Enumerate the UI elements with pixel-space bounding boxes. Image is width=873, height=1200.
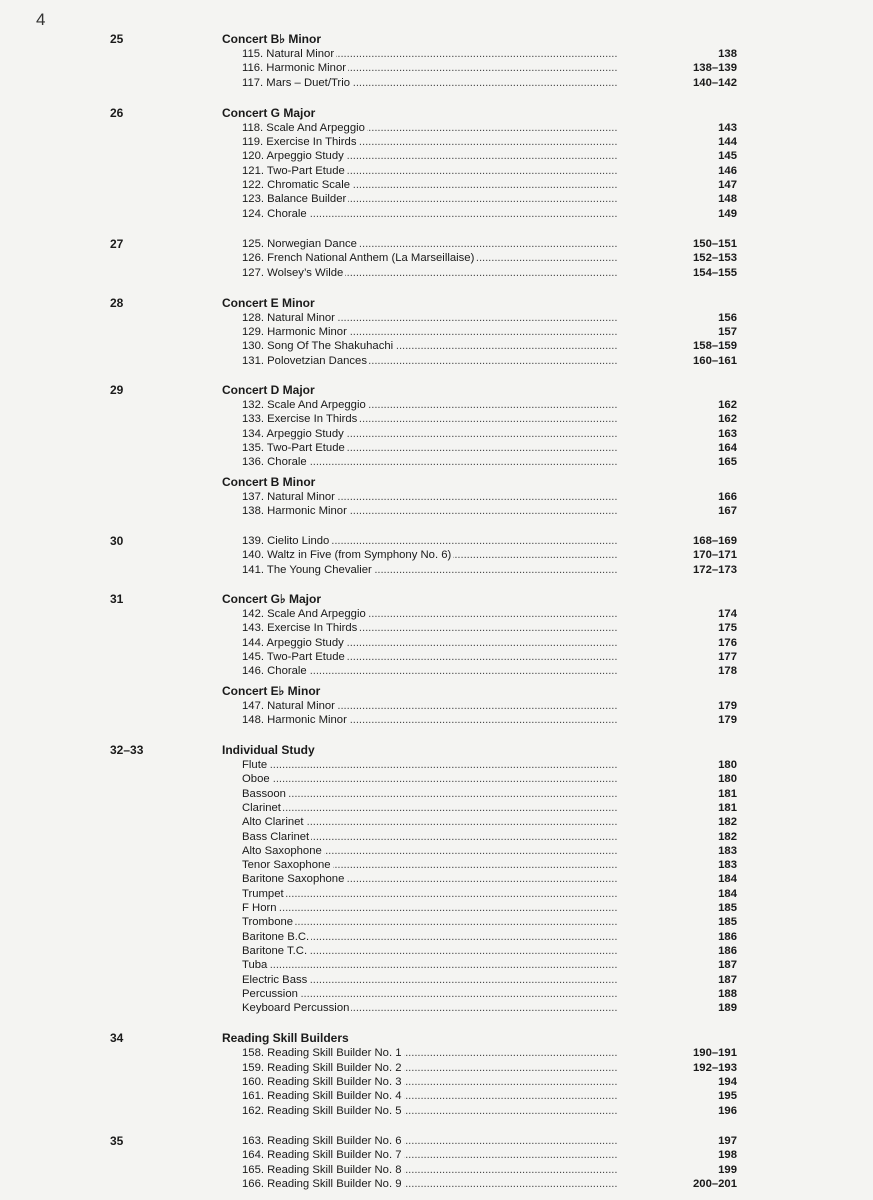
entry-page: 181 [718, 787, 737, 800]
group-title: Concert G Major [222, 105, 316, 120]
entry-page: 198 [718, 1149, 737, 1162]
entry-page: 178 [718, 665, 737, 678]
entry-page: 160–161 [693, 354, 737, 367]
entry-title: 125. Norwegian Dance [242, 237, 357, 250]
entry-title: Oboe [242, 773, 270, 786]
entry-title: Keyboard Percussion [242, 1002, 350, 1015]
entry-title: 140. Waltz in Five (from Symphony No. 6) [242, 549, 452, 562]
entry-page: 138–139 [693, 62, 737, 75]
entry-page: 200–201 [693, 1177, 737, 1190]
entry-page: 156 [718, 311, 737, 324]
entry-page: 179 [718, 699, 737, 712]
toc-entry [242, 621, 737, 635]
toc-entry [242, 1075, 737, 1089]
entry-page: 177 [718, 650, 737, 663]
toc-entry [242, 412, 737, 426]
entry-title: Tuba [242, 959, 268, 972]
toc-entry [242, 973, 737, 987]
entry-title: 127. Wolsey’s Wilde [242, 266, 344, 279]
toc-section [0, 237, 873, 280]
entry-page: 162 [718, 413, 737, 426]
entry-page: 145 [718, 150, 737, 163]
toc-section [0, 296, 873, 368]
entry-title: 146. Chorale [242, 665, 307, 678]
toc-entry [242, 636, 737, 650]
group-title: Reading Skill Builders [222, 1031, 349, 1046]
entry-page: 187 [718, 959, 737, 972]
entry-title: 162. Reading Skill Builder No. 5 [242, 1104, 402, 1117]
toc-entry [242, 47, 737, 61]
entry-page: 184 [718, 887, 737, 900]
entry-page: 190–191 [693, 1047, 737, 1060]
toc-entry [242, 887, 737, 901]
toc-entry [242, 1134, 737, 1148]
toc-entry [242, 311, 737, 325]
toc-section [0, 743, 873, 1015]
entry-page: 166 [718, 490, 737, 503]
section-page-range: 31 [110, 592, 124, 607]
entry-page: 165 [718, 456, 737, 469]
entry-page: 186 [718, 930, 737, 943]
toc-entry [242, 121, 737, 135]
entry-page: 184 [718, 873, 737, 886]
toc-entry [242, 713, 737, 727]
entry-page: 199 [718, 1163, 737, 1176]
section-page-range: 34 [110, 1031, 124, 1046]
toc-entry [242, 664, 737, 678]
entry-title: Bassoon [242, 787, 286, 800]
toc-entry [242, 944, 737, 958]
entry-title: Trumpet [242, 887, 284, 900]
entry-page: 182 [718, 830, 737, 843]
entry-title: 133. Exercise In Thirds [242, 413, 358, 426]
entry-title: 116. Harmonic Minor [242, 62, 347, 75]
entry-page: 167 [718, 504, 737, 517]
entry-page: 180 [718, 773, 737, 786]
entry-page: 158–159 [693, 340, 737, 353]
entry-page: 150–151 [693, 237, 737, 250]
toc-entry [242, 441, 737, 455]
group-title: Concert E♭ Minor [222, 683, 321, 698]
group-title: Concert G♭ Major [222, 592, 322, 607]
group-title: Concert B♭ Minor [222, 32, 321, 46]
entry-page: 144 [718, 136, 737, 149]
entry-title: Clarinet [242, 801, 281, 814]
entry-title: Baritone B.C. [242, 930, 310, 943]
toc-entry [242, 607, 737, 621]
toc-entry [242, 339, 737, 353]
entry-title: 134. Arpeggio Study [242, 427, 344, 440]
entry-page: 154–155 [693, 266, 737, 279]
entry-page: 140–142 [693, 76, 737, 89]
toc-entry [242, 1148, 737, 1162]
toc-entry [242, 1046, 737, 1060]
toc-entry [242, 178, 737, 192]
entry-page: 168–169 [693, 535, 737, 548]
entry-page: 176 [718, 636, 737, 649]
toc-section [0, 383, 873, 518]
entry-title: 161. Reading Skill Builder No. 4 [242, 1090, 402, 1103]
entry-title: Bass Clarinet [242, 830, 310, 843]
entry-page: 196 [718, 1104, 737, 1117]
toc-entry [242, 164, 737, 178]
toc-entry [242, 504, 737, 518]
section-page-range: 28 [110, 295, 124, 310]
entry-title: 123. Balance Builder [242, 193, 347, 206]
toc-entry [242, 1001, 737, 1015]
entry-page: 180 [718, 759, 737, 772]
entry-page: 185 [718, 916, 737, 929]
entry-page: 179 [718, 713, 737, 726]
toc-entry [242, 427, 737, 441]
entry-page: 157 [718, 326, 737, 339]
entry-title: Baritone T.C. [242, 944, 308, 957]
entry-title: 148. Harmonic Minor [242, 713, 347, 726]
entry-page: 138 [718, 48, 737, 60]
entry-title: Baritone Saxophone [242, 873, 345, 886]
entry-page: 183 [718, 844, 737, 857]
toc-entry [242, 149, 737, 163]
section-page-range: 30 [110, 534, 124, 549]
toc-entry [242, 1089, 737, 1103]
toc-entry [242, 1163, 737, 1177]
entry-page: 195 [718, 1090, 737, 1103]
toc-entry [242, 872, 737, 886]
toc-entry [242, 1177, 737, 1191]
toc-entry [242, 325, 737, 339]
toc-section [0, 106, 873, 221]
entry-page: 162 [718, 399, 737, 412]
entry-page: 194 [718, 1076, 737, 1089]
section-page-range: 29 [110, 383, 124, 398]
toc-entry [242, 1061, 737, 1075]
entry-title: 165. Reading Skill Builder No. 8 [242, 1163, 402, 1176]
group-title: Individual Study [222, 743, 315, 758]
entry-page: 172–173 [693, 563, 737, 576]
toc-entry [242, 815, 737, 829]
toc-entry [242, 548, 737, 562]
entry-title: 145. Two-Part Etude [242, 650, 345, 663]
toc-section [0, 534, 873, 577]
entry-title: 121. Two-Part Etude [242, 164, 345, 177]
entry-title: 160. Reading Skill Builder No. 3 [242, 1076, 402, 1089]
entry-title: Alto Saxophone [242, 844, 322, 857]
entry-title: 128. Natural Minor [242, 311, 335, 324]
entry-title: 166. Reading Skill Builder No. 9 [242, 1177, 402, 1190]
entry-title: 118. Scale And Arpeggio [242, 121, 365, 134]
entry-page: 146 [718, 164, 737, 177]
toc-entry [242, 237, 737, 251]
entry-title: 163. Reading Skill Builder No. 6 [242, 1134, 402, 1147]
entry-page: 192–193 [693, 1061, 737, 1074]
group-title: Concert D Major [222, 383, 315, 398]
section-page-range: 26 [110, 105, 124, 120]
toc-entry [242, 207, 737, 221]
toc-entry [242, 901, 737, 915]
toc-entry [242, 758, 737, 772]
entry-title: 137. Natural Minor [242, 490, 335, 503]
table-of-contents [0, 32, 873, 1191]
entry-title: 144. Arpeggio Study [242, 636, 344, 649]
entry-page: 189 [718, 1002, 737, 1015]
toc-section [0, 32, 873, 90]
entry-page: 187 [718, 973, 737, 986]
entry-title: F Horn [242, 902, 277, 915]
entry-page: 197 [718, 1134, 737, 1147]
entry-page: 186 [718, 944, 737, 957]
entry-title: Percussion [242, 987, 298, 1000]
entry-title: 142. Scale And Arpeggio [242, 608, 366, 621]
entry-page: 164 [718, 441, 737, 454]
toc-section [0, 592, 873, 727]
entry-page: 188 [718, 987, 737, 1000]
entry-title: Electric Bass [242, 973, 308, 986]
toc-entry [242, 958, 737, 972]
entry-title: 117. Mars – Duet/Trio [242, 76, 350, 89]
toc-entry [242, 251, 737, 265]
entry-page: 163 [718, 427, 737, 440]
entry-title: 120. Arpeggio Study [242, 150, 344, 163]
entry-title: 158. Reading Skill Builder No. 1 [242, 1047, 402, 1060]
entry-title: 122. Chromatic Scale [242, 179, 350, 192]
toc-entry [242, 266, 737, 280]
entry-title: 138. Harmonic Minor [242, 504, 347, 517]
section-page-range: 32–33 [110, 743, 144, 758]
toc-entry [242, 699, 737, 713]
toc-entry [242, 987, 737, 1001]
entry-title: Tenor Saxophone [242, 859, 331, 872]
toc-section [0, 1134, 873, 1191]
entry-page: 174 [718, 608, 737, 621]
entry-title: 141. The Young Chevalier [242, 563, 372, 576]
toc-entry [242, 801, 737, 815]
toc-entry [242, 915, 737, 929]
section-page-range: 35 [110, 1133, 124, 1148]
toc-entry [242, 455, 737, 469]
toc-entry [242, 930, 737, 944]
toc-entry [242, 192, 737, 206]
entry-title: Alto Clarinet [242, 816, 304, 829]
entry-title: 126. French National Anthem (La Marseillaise) [242, 252, 475, 265]
entry-page: 143 [718, 121, 737, 134]
toc-entry [242, 844, 737, 858]
entry-page: 183 [718, 859, 737, 872]
entry-title: 159. Reading Skill Builder No. 2 [242, 1061, 402, 1074]
entry-title: 135. Two-Part Etude [242, 441, 345, 454]
toc-entry [242, 76, 737, 90]
entry-title: Flute [242, 759, 268, 772]
section-page-range: 27 [110, 236, 124, 251]
entry-title: 143. Exercise In Thirds [242, 622, 358, 635]
group-title: Concert E Minor [222, 295, 315, 310]
toc-entry [242, 830, 737, 844]
toc-entry [242, 787, 737, 801]
group-title: Concert B Minor [222, 474, 316, 489]
entry-page: 175 [718, 622, 737, 635]
entry-title: Trombone [242, 916, 294, 929]
toc-entry [242, 135, 737, 149]
entry-page: 152–153 [693, 252, 737, 265]
entry-title: 164. Reading Skill Builder No. 7 [242, 1149, 402, 1162]
entry-page: 182 [718, 816, 737, 829]
entry-title: 136. Chorale [242, 456, 307, 469]
entry-title: 139. Cielito Lindo [242, 535, 330, 548]
section-page-range: 25 [110, 32, 124, 46]
entry-page: 147 [718, 179, 737, 192]
entry-page: 149 [718, 207, 737, 220]
entry-title: 119. Exercise In Thirds [242, 136, 357, 149]
entry-page: 170–171 [693, 549, 737, 562]
toc-entry [242, 1104, 737, 1118]
toc-entry [242, 534, 737, 548]
entry-page: 148 [718, 193, 737, 206]
toc-entry [242, 61, 737, 75]
toc-entry [242, 354, 737, 368]
entry-title: 115. Natural Minor [242, 48, 335, 60]
toc-entry [242, 398, 737, 412]
toc-entry [242, 650, 737, 664]
toc-entry [242, 490, 737, 504]
entry-title: 124. Chorale [242, 207, 307, 220]
toc-entry [242, 772, 737, 786]
entry-page: 181 [718, 801, 737, 814]
entry-title: 131. Polovetzian Dances [242, 354, 367, 367]
entry-page: 185 [718, 902, 737, 915]
entry-title: 130. Song Of The Shakuhachi [242, 340, 394, 353]
entry-title: 132. Scale And Arpeggio [242, 399, 366, 412]
page-number: 4 [36, 10, 46, 29]
toc-entry [242, 563, 737, 577]
toc-entry [242, 858, 737, 872]
toc-section [0, 1031, 873, 1117]
entry-title: 129. Harmonic Minor [242, 326, 347, 339]
entry-title: 147. Natural Minor [242, 699, 335, 712]
